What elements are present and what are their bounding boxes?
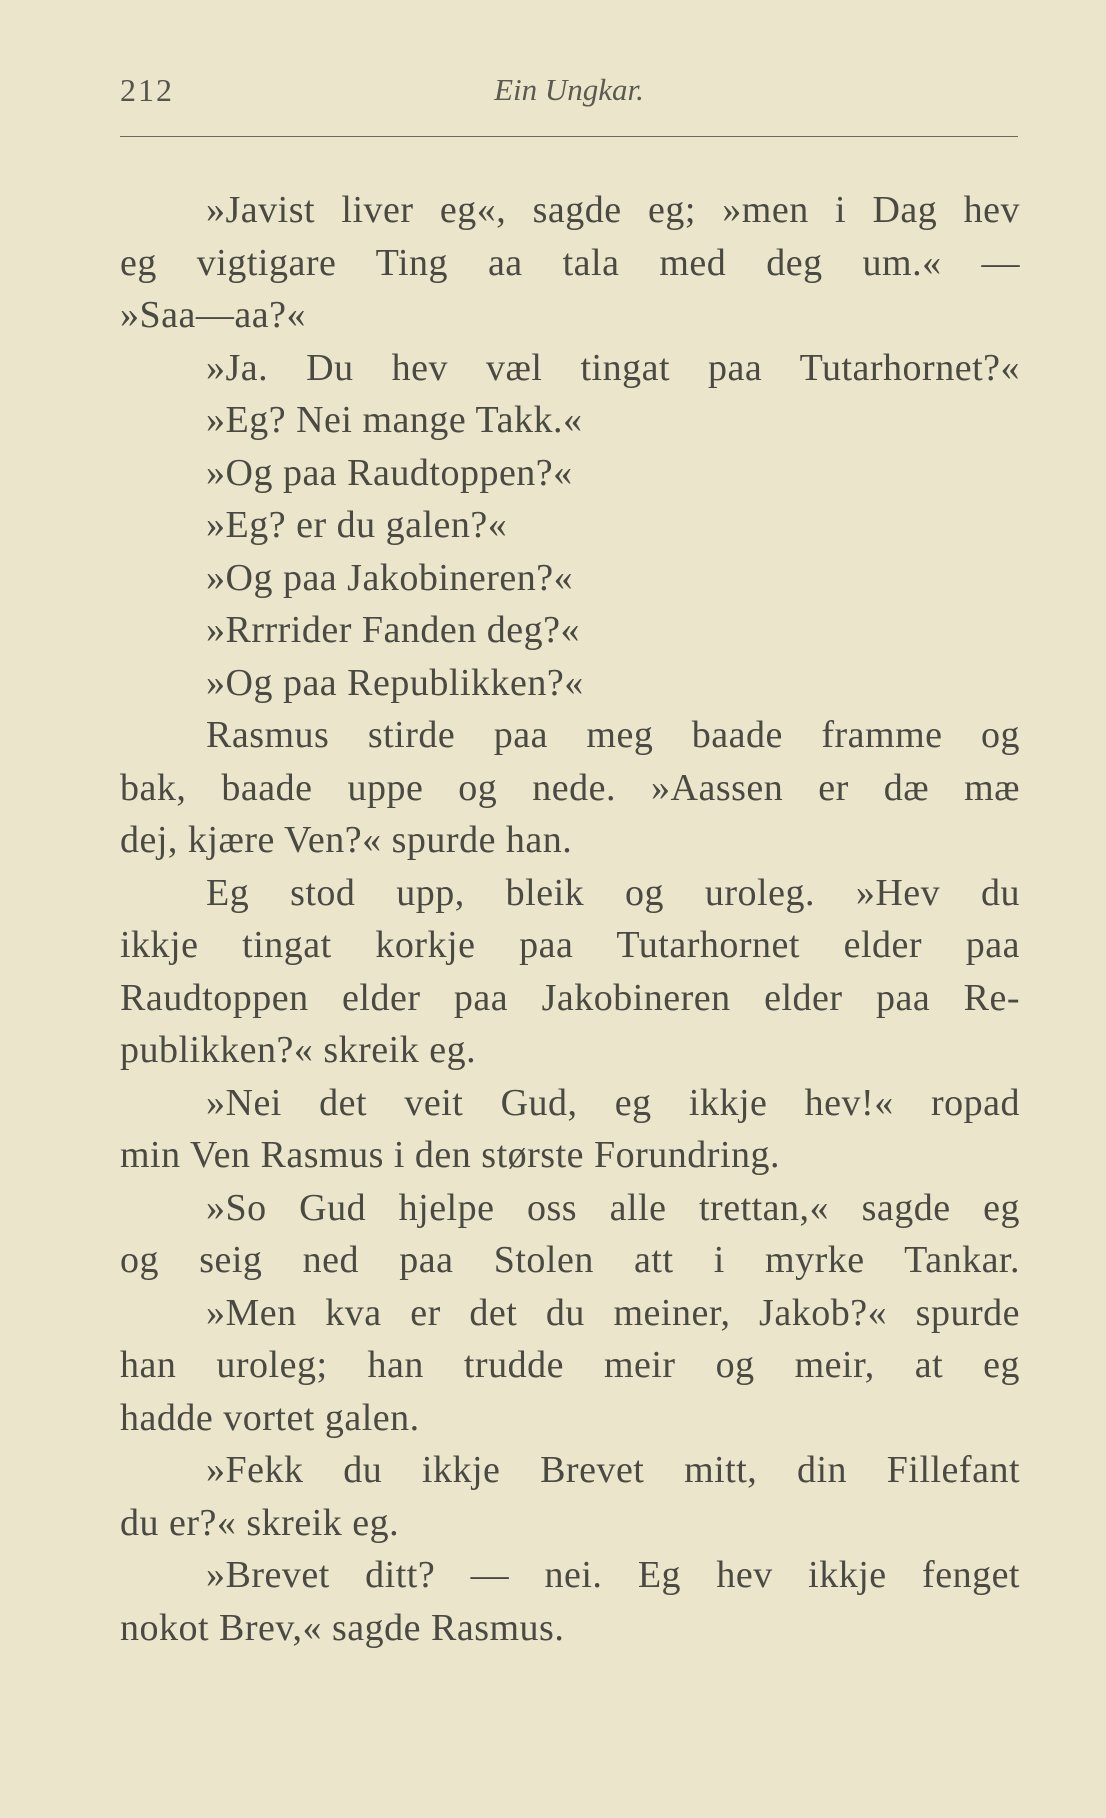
text-line: han uroleg; han trudde meir og meir, at eg [120,1344,1020,1386]
text-line: »Eg? Nei mange Takk.« [206,399,583,441]
page-number: 212 [120,72,174,108]
text-line: »Fekk du ikkje Brevet mitt, din Fillefant [206,1449,1020,1491]
text-line: »Brevet ditt? — nei. Eg hev ikkje fenget [206,1554,1020,1596]
text-line: »Men kva er det du meiner, Jakob?« spurde [206,1291,1020,1334]
body-text [120,184,1020,1654]
text-line: »Og paa Republikken?« [206,661,584,704]
text-line: publikken?« skreik eg. [120,1029,477,1071]
text-line: nokot Brev,« sagde Rasmus. [120,1606,565,1649]
text-line: »Eg? er du galen?« [206,504,508,546]
header-rule [120,136,1018,137]
text-line: hadde vortet galen. [120,1396,420,1439]
text-line: »Nei det veit Gud, eg ikkje hev!« ropad [206,1081,1020,1124]
text-line: »So Gud hjelpe oss alle trettan,« sagde eg [206,1186,1020,1229]
text-line: bak, baade uppe og nede. »Aassen er dæ mæ [120,766,1020,809]
text-line: og seig ned paa Stolen att i myrke Tankar. [120,1239,1020,1281]
page-header [120,72,1018,116]
text-line: »Og paa Jakobineren?« [206,556,574,599]
text-line: »Og paa Raudtoppen?« [206,451,573,494]
running-head: Ein Ungkar. [494,72,644,107]
text-line: Rasmus stirde paa meg baade framme og [206,714,1020,756]
text-line: »Saa—aa?« [120,294,306,336]
text-line: eg vigtigare Ting aa tala med deg um.« — [120,241,1020,284]
text-line: dej, kjære Ven?« spurde han. [120,819,573,861]
text-line: »Ja. Du hev væl tingat paa Tutarhornet?« [206,346,1020,389]
text-line: ikkje tingat korkje paa Tutarhornet elder paa [120,924,1020,966]
text-line: Eg stod upp, bleik og uroleg. »Hev du [206,871,1020,914]
text-line: »Javist liver eg«, sagde eg; »men i Dag hev [206,189,1020,231]
text-line: min Ven Rasmus i den største Forundring. [120,1134,781,1176]
text-line: »Rrrrider Fanden deg?« [206,609,580,651]
text-line: Raudtoppen elder paa Jakobineren elder paa Re- [120,976,1020,1019]
text-line: du er?« skreik eg. [120,1501,400,1544]
